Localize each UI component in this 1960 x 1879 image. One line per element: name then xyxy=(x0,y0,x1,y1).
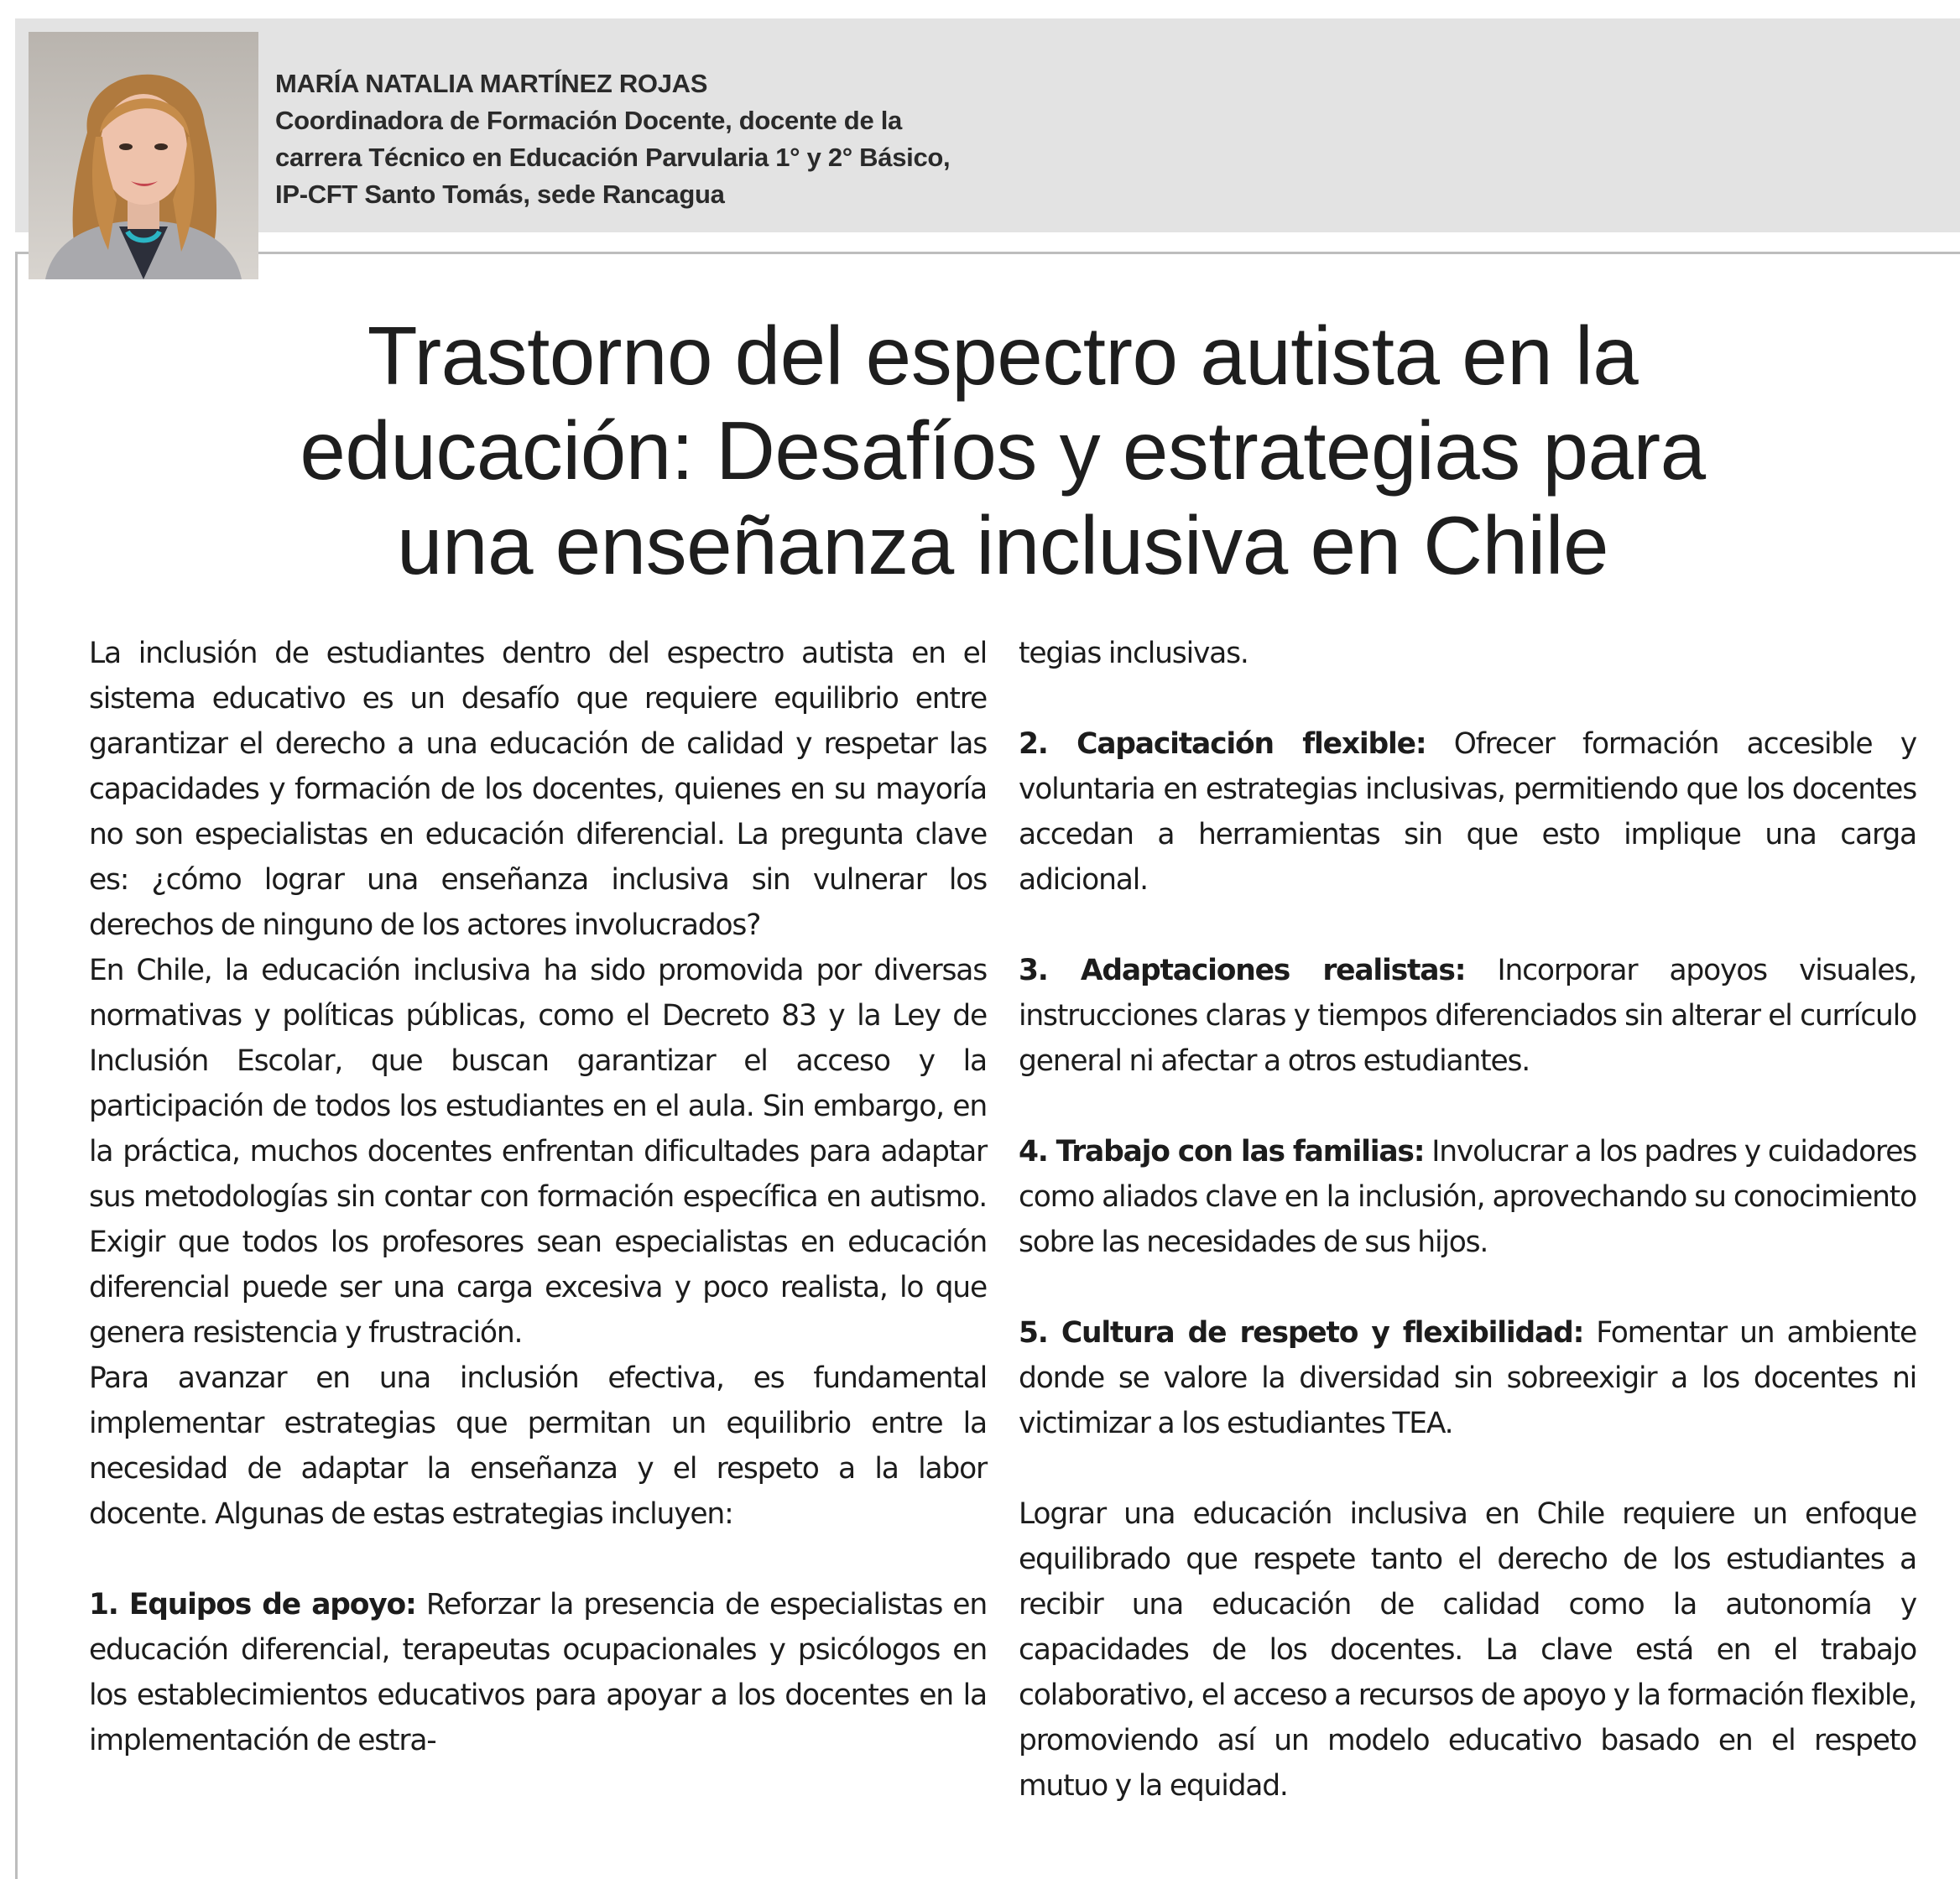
author-role-line-2: carrera Técnico en Educación Parvularia 1° y 2° Básico, xyxy=(275,143,951,172)
list-item-5-title: 5. Cultura de respeto y flexibilidad: xyxy=(1019,1316,1584,1350)
frame-divider-top xyxy=(15,252,1960,254)
paragraph-intro-3: Para avanzar en una inclusión efectiva, es fundamental implementar estrategias que permitan un equilibrio entre la necesidad de adaptar la enseñanza y el respeto a la labor docente. Algunas de estas estrategias incluyen: xyxy=(89,1361,987,1531)
list-item-2-text: Ofrecer formación accesible y voluntaria en estrategias inclusivas, permitiendo que los docentes accedan a herramientas sin que esto implique una carga adicional. xyxy=(1019,727,1916,897)
paragraph-intro-1: La inclusión de estudiantes dentro del espectro autista en el sistema educativo es un desafío que requiere equilibrio entre garantizar el derecho a una educación de calidad y respetar las capacidades y formación de los docentes, quienes en su mayoría no son especialistas en educación diferencial. La pregunta clave es: ¿cómo lograr una enseñanza inclusiva sin vulnerar los derechos de ninguno de los actores involucrados? xyxy=(89,637,987,942)
article-column-left xyxy=(89,631,987,1763)
list-item-3-text: Incorporar apoyos visuales, instrucciones claras y tiempos diferenciados sin alterar el currículo general ni afectar a otros estudiantes. xyxy=(1019,954,1916,1078)
paragraph-spacer xyxy=(1019,1265,1916,1310)
list-item-1-text: Reforzar la presencia de especialistas en educación diferencial, terapeutas ocupacionales y psicólogos en los establecimientos educativos para apoyar a los docentes en la implementación de estra- xyxy=(89,1588,987,1757)
author-byline xyxy=(275,65,1030,213)
paragraph-spacer xyxy=(89,1537,987,1582)
list-item-1-title: 1. Equipos de apoyo: xyxy=(89,1588,416,1621)
list-item-2 xyxy=(1019,721,1916,903)
author-name: MARÍA NATALIA MARTÍNEZ ROJAS xyxy=(275,69,708,98)
paragraph-conclusion: Lograr una educación inclusiva en Chile requiere un enfoque equilibrado que respete tanto el derecho de los estudiantes a recibir una educación de calidad como la autonomía y capacidades de los docentes. La clave está en el trabajo colaborativo, el acceso a recursos de apoyo y la formación flexible, promoviendo así un modelo educativo basado en el respeto mutuo y la equidad. xyxy=(1019,1497,1916,1803)
paragraph-intro-2: En Chile, la educación inclusiva ha sido promovida por diversas normativas y políticas públicas, como el Decreto 83 y la Ley de Inclusión Escolar, que buscan garantizar el acceso y la participación de todos los estudiantes en el aula. Sin embargo, en la práctica, muchos docentes enfrentan dificultades para adaptar sus metodologías sin contar con formación específica en autismo. Exigir que todos los profesores sean especialistas en educación diferencial puede ser una carga excesiva y poco realista, lo que genera resistencia y frustración. xyxy=(89,954,987,1350)
headline-line-2: educación: Desafíos y estrategias para xyxy=(300,404,1706,497)
frame-divider-left xyxy=(15,252,18,1879)
article-column-right xyxy=(1019,631,1916,1809)
paragraph-spacer xyxy=(1019,676,1916,721)
list-item-1-continued: tegias inclusivas. xyxy=(1019,637,1248,670)
list-item-4-title: 4. Trabajo con las familias: xyxy=(1019,1135,1425,1169)
list-item-4-text: Involucrar a los padres y cuidadores como aliados clave en la inclusión, aprovechando su conocimiento sobre las necesidades de sus hijos. xyxy=(1019,1135,1916,1259)
headline-line-3: una enseñanza inclusiva en Chile xyxy=(396,499,1609,591)
author-photo xyxy=(29,32,258,279)
author-role-line-3: IP-CFT Santo Tomás, sede Rancagua xyxy=(275,180,725,209)
author-role-line-1: Coordinadora de Formación Docente, docente de la xyxy=(275,106,902,135)
list-item-3 xyxy=(1019,948,1916,1084)
list-item-4 xyxy=(1019,1129,1916,1265)
paragraph-spacer xyxy=(1019,1446,1916,1491)
list-item-1 xyxy=(89,1582,987,1763)
list-item-5 xyxy=(1019,1310,1916,1446)
headline-line-1: Trastorno del espectro autista en la xyxy=(367,310,1639,402)
list-item-3-title: 3. Adaptaciones realistas: xyxy=(1019,954,1466,987)
portrait-photo-icon xyxy=(29,32,258,279)
paragraph-spacer xyxy=(1019,1084,1916,1129)
list-item-2-title: 2. Capacitación flexible: xyxy=(1019,727,1426,761)
paragraph-spacer xyxy=(1019,903,1916,948)
article-headline xyxy=(101,309,1905,593)
list-item-5-text: Fomentar un ambiente donde se valore la diversidad sin sobreexigir a los docentes ni victimizar a los estudiantes TEA. xyxy=(1019,1316,1916,1440)
